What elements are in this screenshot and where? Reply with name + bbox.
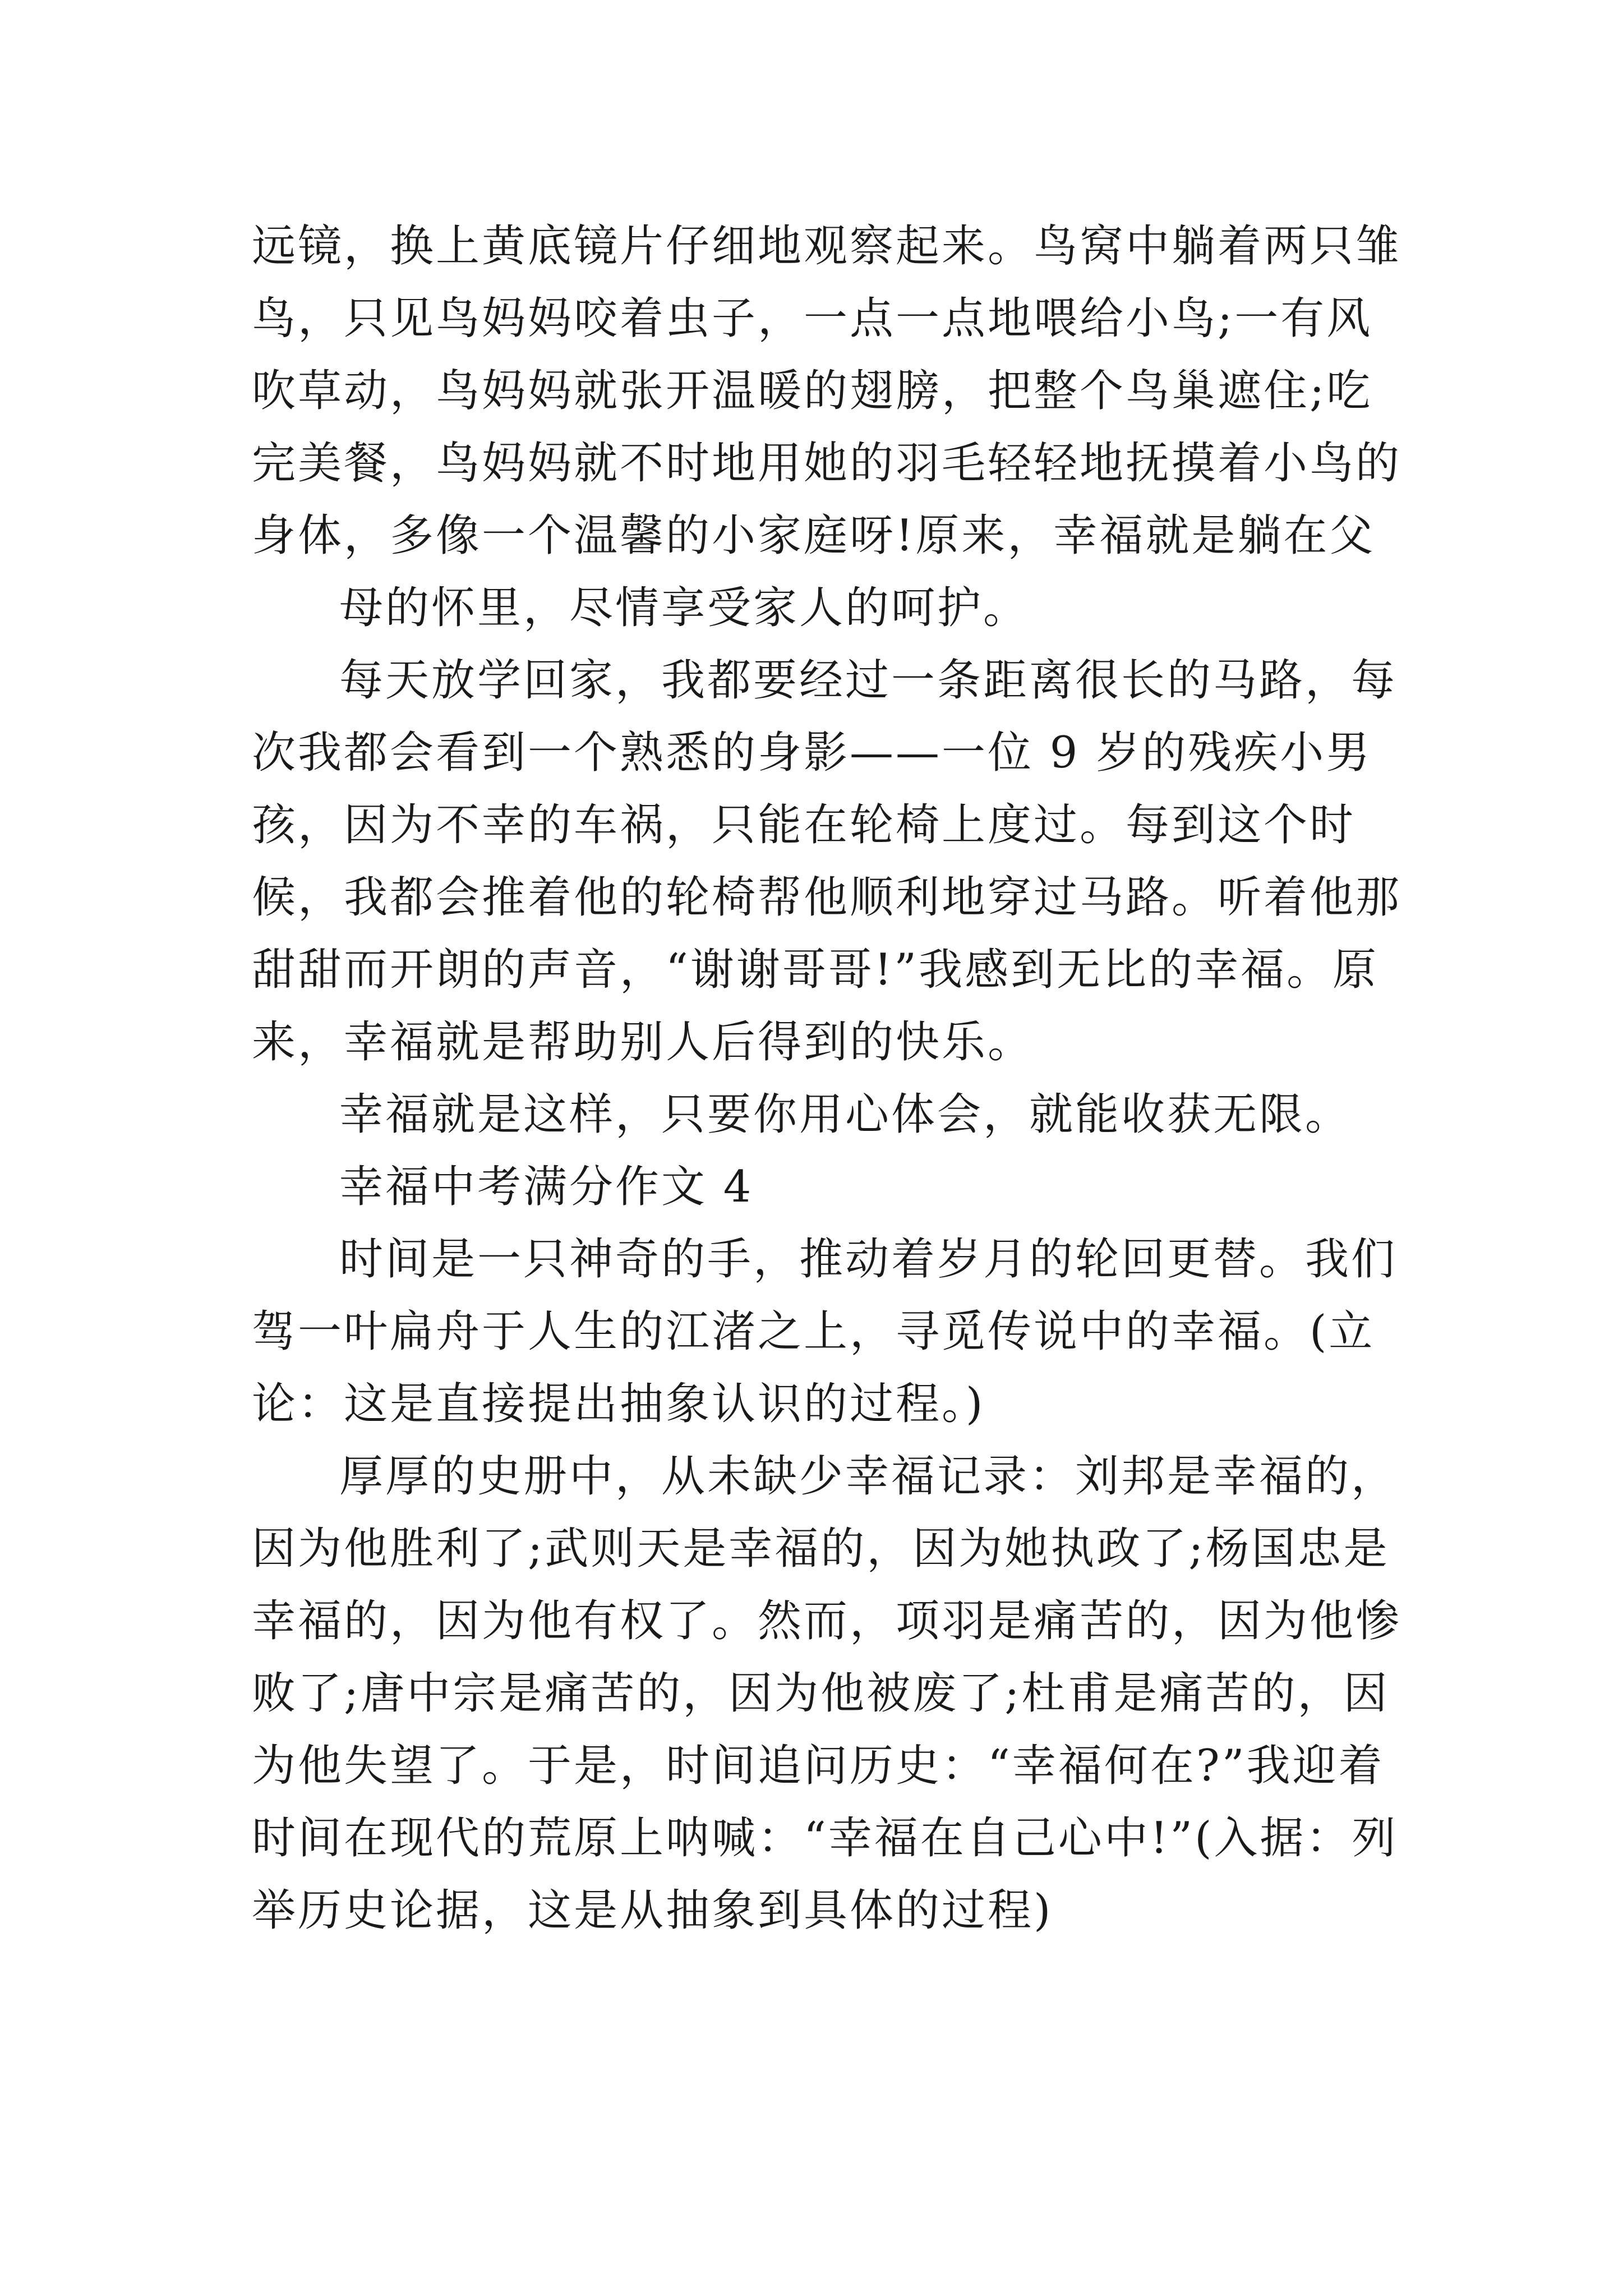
essay-text <box>252 210 1407 1947</box>
paragraph-3: 每天放学回家，我都要经过一条距离很长的马路，每次我都会看到一个熟悉的身影——一位 9 岁的残疾小男孩，因为不幸的车祸，只能在轮椅上度过。每到这个时候，我都会推着他的轮椅帮他顺利地穿过马路。听着他那甜甜而开朗的声音，“谢谢哥哥!”我感到无比的幸福。原来，幸福就是帮助别人后得到的快乐。 <box>252 655 1402 1068</box>
paragraph-2: 母的怀里，尽情享受家人的呵护。 <box>339 583 1030 633</box>
paragraph-1: 远镜，换上黄底镜片仔细地观察起来。鸟窝中躺着两只雏鸟，只见鸟妈妈咬着虫子，一点一点地喂给小鸟;一有风吹草动，鸟妈妈就张开温暖的翅膀，把整个鸟巢遮住;吃完美餐，鸟妈妈就不时地用她的羽毛轻轻地抚摸着小鸟的身体，多像一个温馨的小家庭呀!原来，幸福就是躺在父 <box>252 221 1402 561</box>
section-heading: 幸福中考满分作文 4 <box>339 1162 754 1212</box>
paragraph-6: 厚厚的史册中，从未缺少幸福记录：刘邦是幸福的，因为他胜利了;武则天是幸福的，因为她执政了;杨国忠是幸福的，因为他有权了。然而，项羽是痛苦的，因为他惨败了;唐中宗是痛苦的，因为他被废了;杜甫是痛苦的，因为他失望了。于是，时间追问历史：“幸福何在?”我迎着时间在现代的荒原上呐喊：“幸福在自己心中!”(入据：列举历史论据，这是从抽象到具体的过程) <box>252 1451 1402 1936</box>
paragraph-4: 幸福就是这样，只要你用心体会，就能收获无限。 <box>339 1089 1352 1140</box>
paragraph-5: 时间是一只神奇的手，推动着岁月的轮回更替。我们驾一叶扁舟于人生的江渚之上，寻觅传说中的幸福。(立论：这是直接提出抽象认识的过程。) <box>252 1234 1398 1429</box>
